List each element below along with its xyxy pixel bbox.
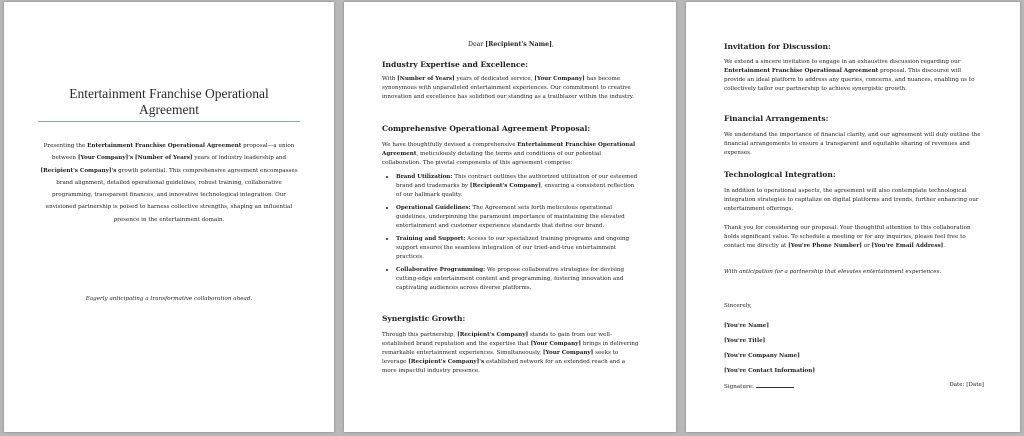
document-page-2 (344, 2, 676, 432)
section-industry-expertise (382, 60, 640, 102)
signature-line (756, 381, 794, 388)
section-paragraph: With [Number of Years] years of dedicated service, [Your Company] has become synonymous with unparalleled entertainment experiences. Our commitment to creative innovation and excellence has solidified our standing as a trailblazer within the industry. (382, 76, 634, 100)
section-heading: Industry Expertise and Excellence: (382, 60, 529, 69)
section-heading: Technological Integration: (724, 170, 836, 179)
section-heading: Synergistic Growth: (382, 314, 466, 323)
list-item: • Brand Utilization: This contract outlines the authorized utilization of our esteemed brand and trademarks by [Recipient's Company], ensuring a consistent reflection of our hallmark quality. (396, 172, 640, 200)
list-item: • Collaborative Programming: We propose collaborative strategies for devising cutting-edge entertainment content and programming, fostering innovation and captivating audiences across diverse platforms. (396, 265, 640, 293)
section-heading: Comprehensive Operational Agreement Proposal: (382, 124, 591, 133)
date-label: Date: [Date] (949, 382, 984, 388)
section-operational-proposal (382, 124, 640, 296)
document-title (4, 86, 334, 118)
section-paragraph: In addition to operational aspects, the agreement will also contemplate technological integration strategies to capitalize on digital platforms and trends, further enhancing our entertainment offerings. (724, 188, 979, 212)
signer-contact: [You're Contact Information] (724, 368, 815, 374)
signature-label: Signature: (724, 384, 754, 390)
intro-closing: Eagerly anticipating a transformative collaboration ahead. (85, 296, 253, 302)
greeting: Dear [Recipient's Name], (468, 41, 554, 48)
section-heading: Financial Arrangements: (724, 114, 829, 123)
component-list (382, 172, 640, 293)
signer-title: [You're Title] (724, 338, 766, 344)
section-heading: Invitation for Discussion: (724, 42, 831, 51)
signer-name: [You're Name] (724, 323, 769, 329)
signer-company: [You're Company Name] (724, 353, 800, 359)
sincerely: Sincerely, (724, 303, 752, 309)
title-line-2: Agreement (139, 102, 199, 117)
section-paragraph: We understand the importance of financial clarity, and our agreement will duly outline the financial arrangements to ensure a transparent and equitable sharing of revenues and expenses. (724, 132, 981, 156)
signature-row (724, 381, 984, 392)
document-page-3 (686, 2, 1020, 432)
list-item: • Operational Guidelines: The Agreement sets forth meticulous operational guidelines, underpinning the paramount importance of maintaining the elevated entertainment and customer experience standards that define our brand. (396, 203, 640, 231)
anticipation-line: With anticipation for a partnership that elevates entertainment experiences. (724, 269, 942, 275)
document-page-1 (4, 2, 334, 432)
section-paragraph: We extend a sincere invitation to engage in an exhaustive discussion regarding our Entertainment Franchise Operational Agreement proposal. This discourse will provide an ideal platform to address any queries, concerns, and nuances, enabling us to collectively tailor our partnership to achieve synergistic growth. (724, 59, 975, 92)
section-financial (724, 114, 984, 158)
section-paragraph: Through this partnership, [Recipient's Company] stands to gain from our well-established brand reputation and the expertise that [Your Company] brings in delivering remarkable entertainment experiences. Simultaneously, [Your Company] seeks to leverage [Recipient's Company]'s established network for an extended reach and a more impactful industry presence. (382, 332, 639, 374)
section-technological (724, 170, 984, 214)
title-line-1: Entertainment Franchise Operational (69, 86, 269, 101)
title-divider (38, 121, 300, 122)
section-paragraph: We have thoughtfully devised a comprehensive Entertainment Franchise Operational Agreement, meticulously detailing the terms and conditions of our potential collaboration. The pivotal components of this agreement comprise: (382, 142, 636, 166)
section-invitation (724, 42, 984, 94)
section-synergistic-growth (382, 314, 640, 376)
list-item: • Training and Support: Access to our specialized training programs and ongoing support ensures the seamless integration of our tried-and-true entertainment practices. (396, 234, 640, 262)
contact-paragraph: Thank you for considering our proposal. Your thoughtful attention to this collaboration holds significant value. To schedule a meeting or for any inquiries, please feel free to contact me directly at [You're Phone Number] or [You're Email Address]. (724, 225, 971, 249)
intro-paragraph: Presenting the Entertainment Franchise Operational Agreement proposal—a union between [Your Company]'s [Number of Years] years of industry leadership and [Recipient's Company]'s growth potential. This comprehensive agreement encompasses brand alignment, detailed operational guidelines, robust training, collaborative programming, transparent finances, and innovative technological integration. Our envisioned partnership is poised to harness collective strengths, shaping an influential presence in the entertainment domain. (40, 143, 298, 223)
